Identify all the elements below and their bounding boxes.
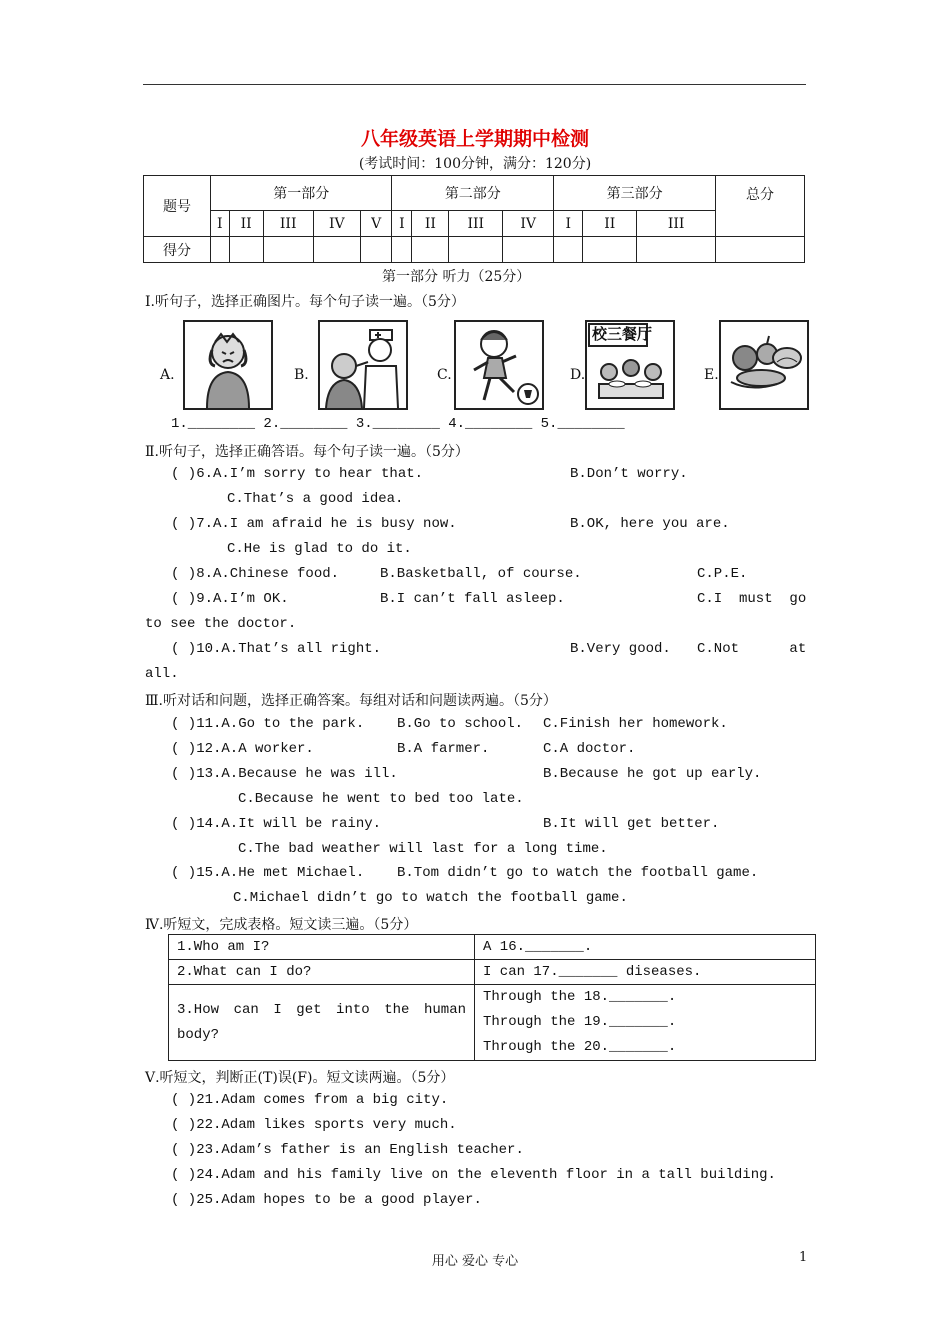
answer-option: B.Basketball, of course.: [380, 566, 582, 582]
section4-heading: Ⅳ.听短文，完成表格。短文读三遍。（5分）: [145, 917, 418, 933]
answer-option: B.Because he got up early.: [543, 766, 762, 782]
answer-option: C.P.E.: [697, 566, 748, 582]
pic-label-d: D.: [570, 367, 586, 383]
score-row-label: 得分: [144, 237, 211, 263]
section3-heading: Ⅲ.听对话和问题，选择正确答案。每组对话和问题读两遍。（5分）: [145, 693, 557, 709]
pic-label-e: E.: [704, 367, 719, 383]
score-total-header: 总分: [716, 176, 805, 237]
header-rule: [143, 84, 806, 85]
girl-football-icon: [454, 320, 544, 410]
score-cell[interactable]: [503, 237, 554, 263]
score-col: V: [360, 211, 392, 237]
answer-option: B.It will get better.: [543, 816, 720, 832]
vegetables-fruit-icon: [719, 320, 809, 410]
answer-option: B.OK, here you are.: [570, 516, 730, 532]
pic-label-a: A.: [160, 367, 175, 383]
section5-heading: Ⅴ.听短文，判断正(T)误(F)。短文读两遍。（5分）: [145, 1070, 455, 1086]
score-table: [143, 175, 805, 263]
question-item[interactable]: ( )7.A.I am afraid he is busy now.: [171, 516, 457, 532]
page-footer: 用心 爱心 专心: [431, 1254, 519, 1269]
score-cell[interactable]: [263, 237, 313, 263]
score-part1-header: 第一部分: [211, 176, 392, 211]
answer-option: C.A doctor.: [543, 741, 636, 757]
canteen-sign: 校三餐厅: [592, 325, 653, 343]
score-col: III: [263, 211, 313, 237]
question-item[interactable]: ( )10.A.That’s all right.: [171, 641, 382, 657]
score-row-label: 题号: [144, 176, 211, 237]
question-item[interactable]: ( )21.Adam comes from a big city.: [171, 1092, 449, 1108]
answer-option: C.Finish her homework.: [543, 716, 728, 732]
answer-option: C.The bad weather will last for a long time.: [238, 841, 608, 857]
question-item[interactable]: ( )25.Adam hopes to be a good player.: [171, 1192, 482, 1208]
question-item[interactable]: ( )6.A.I’m sorry to hear that.: [171, 466, 424, 482]
question-item[interactable]: ( )22.Adam likes sports very much.: [171, 1117, 457, 1133]
table4-question: 1.Who am I?: [169, 935, 475, 960]
score-cell[interactable]: [313, 237, 360, 263]
question-item[interactable]: ( )14.A.It will be rainy.: [171, 816, 382, 832]
score-cell[interactable]: [637, 237, 716, 263]
answer-option: B.I can’t fall asleep.: [380, 591, 565, 607]
score-cell[interactable]: [392, 237, 412, 263]
table4-answer[interactable]: Through the 18._______.: [483, 989, 677, 1005]
question-item[interactable]: ( )9.A.I’m OK.: [171, 591, 289, 607]
headache-boy-icon: [183, 320, 273, 410]
score-part2-header: 第二部分: [392, 176, 554, 211]
school-canteen-icon: [585, 320, 675, 410]
score-col: III: [449, 211, 503, 237]
section4-table: [168, 934, 816, 1061]
question-item[interactable]: ( )13.A.Because he was ill.: [171, 766, 398, 782]
score-part3-header: 第三部分: [554, 176, 716, 211]
answer-option: C.Because he went to bed too late.: [238, 791, 524, 807]
question-item[interactable]: ( )23.Adam’s father is an English teacher.: [171, 1142, 524, 1158]
table4-answer[interactable]: A 16._______.: [475, 935, 816, 960]
answer-option: B.A farmer.: [397, 741, 490, 757]
table4-question: 3.How can I get into the human body?: [169, 985, 475, 1061]
table4-question: 2.What can I do?: [169, 960, 475, 985]
table4-answer[interactable]: Through the 20._______.: [483, 1039, 677, 1055]
score-col: II: [412, 211, 449, 237]
answer-option-cont: to see the doctor.: [145, 616, 297, 632]
answer-option: B.Go to school.: [397, 716, 524, 732]
answer-option: B.Tom didn’t go to watch the football game.: [397, 865, 759, 881]
answer-option: B.Very good.: [570, 641, 671, 657]
score-cell[interactable]: [360, 237, 392, 263]
score-cell[interactable]: [554, 237, 583, 263]
answer-option: C.Not at: [697, 641, 807, 657]
score-cell[interactable]: [449, 237, 503, 263]
question-item[interactable]: ( )8.A.Chinese food.: [171, 566, 340, 582]
question-item[interactable]: ( )11.A.Go to the park.: [171, 716, 365, 732]
section1-answers[interactable]: 1.________ 2.________ 3.________ 4.________ 5.________: [171, 416, 625, 432]
score-col: I: [211, 211, 230, 237]
table4-answer[interactable]: I can 17._______ diseases.: [475, 960, 816, 985]
answer-option: C.He is glad to do it.: [227, 541, 412, 557]
score-cell[interactable]: [716, 237, 805, 263]
question-item[interactable]: ( )15.A.He met Michael.: [171, 865, 365, 881]
question-item[interactable]: ( )24.Adam and his family live on the eleventh floor in a tall building.: [171, 1167, 776, 1183]
score-col: I: [392, 211, 412, 237]
doctor-patient-icon: [318, 320, 408, 410]
section2-heading: Ⅱ.听句子，选择正确答语。每个句子读一遍。（5分）: [145, 444, 469, 460]
answer-option: C.I must go: [697, 591, 807, 607]
question-item[interactable]: ( )12.A.A worker.: [171, 741, 314, 757]
pic-label-b: B.: [294, 367, 309, 383]
score-col: I: [554, 211, 583, 237]
table4-answer[interactable]: Through the 19._______.: [483, 1014, 677, 1030]
pic-label-c: C.: [437, 367, 452, 383]
score-cell[interactable]: [583, 237, 637, 263]
answer-option: B.Don’t worry.: [570, 466, 688, 482]
score-col: IV: [313, 211, 360, 237]
score-col: III: [637, 211, 716, 237]
score-cell[interactable]: [211, 237, 230, 263]
answer-option-cont: all.: [145, 666, 179, 682]
section1-heading: Ⅰ.听句子，选择正确图片。每个句子读一遍。（5分）: [145, 294, 465, 310]
answer-option: C.Michael didn’t go to watch the football game.: [233, 890, 628, 906]
score-cell[interactable]: [412, 237, 449, 263]
page-title: 八年级英语上学期期中检测: [360, 128, 589, 150]
score-col: II: [229, 211, 263, 237]
score-cell[interactable]: [229, 237, 263, 263]
score-col: II: [583, 211, 637, 237]
page-number: 1: [799, 1250, 808, 1265]
page-subtitle: (考试时间：100分钟，满分：120分): [358, 156, 592, 172]
answer-option: C.That’s a good idea.: [227, 491, 404, 507]
section-header: 第一部分 听力（25分）: [382, 269, 531, 285]
score-col: IV: [503, 211, 554, 237]
